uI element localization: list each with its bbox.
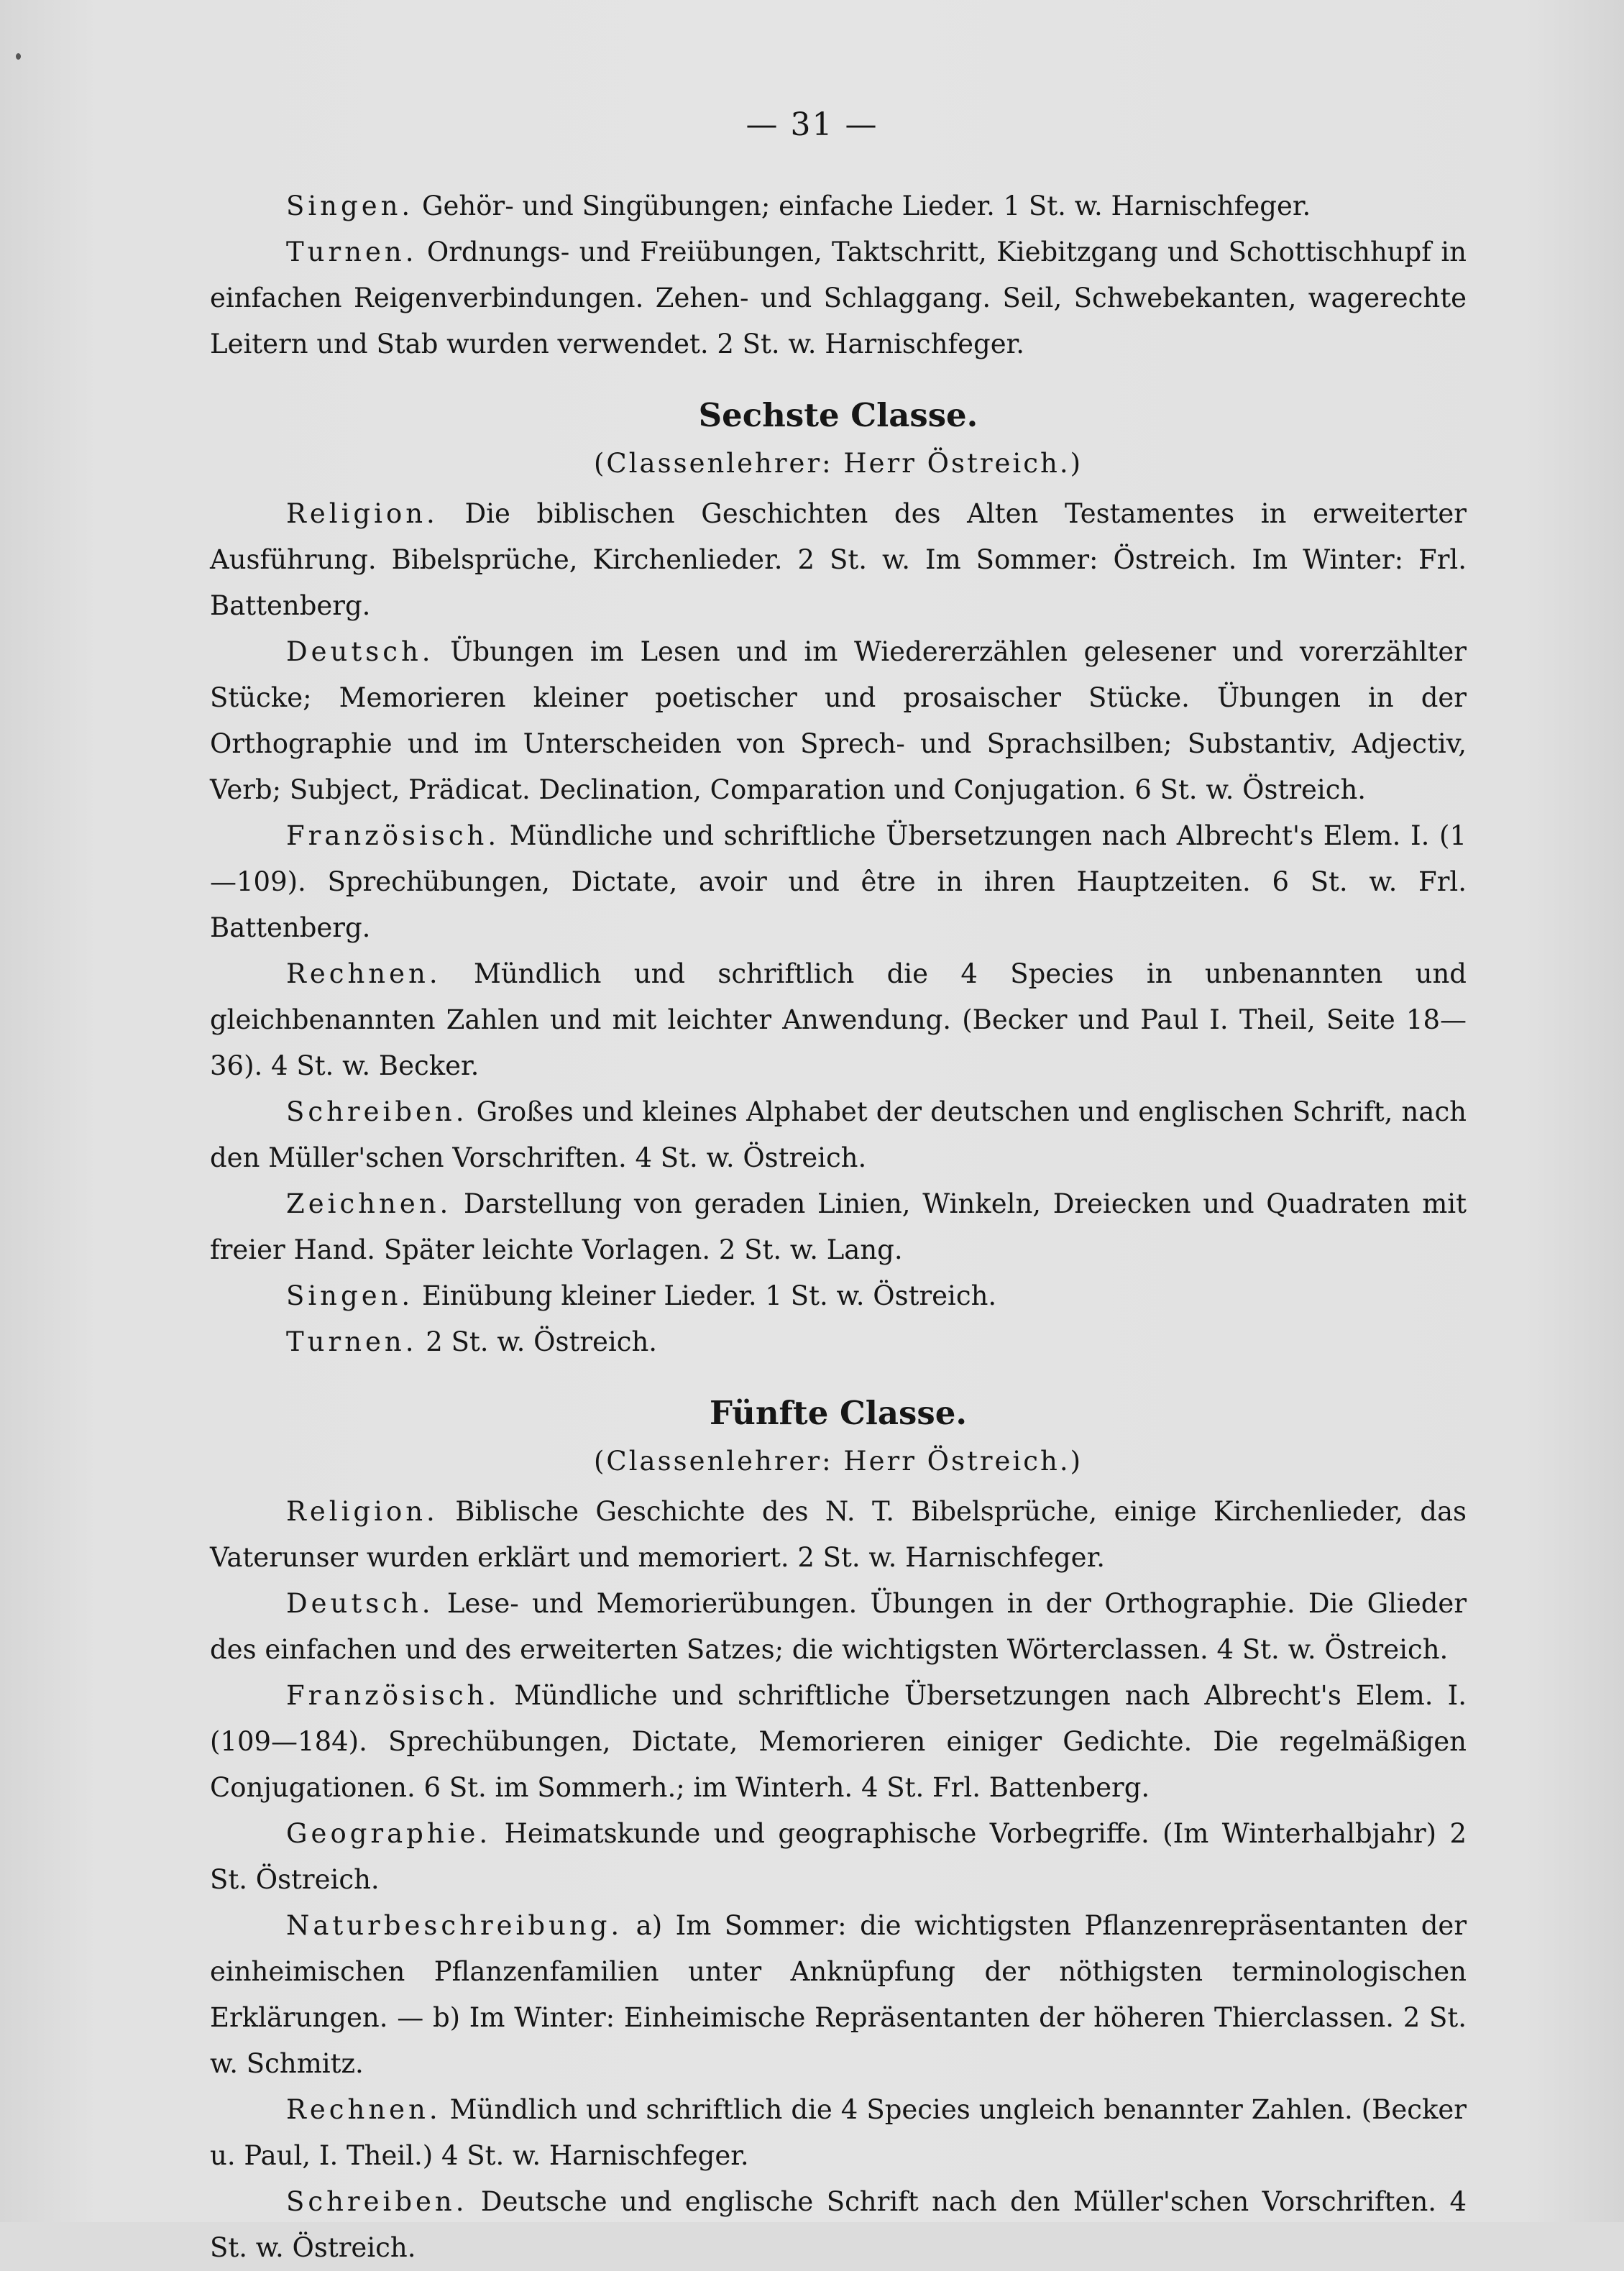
paragraph-schreiben [210, 1089, 1467, 1181]
subject-label: Schreiben. [286, 1096, 468, 1127]
paragraph-text: Die biblischen Geschichten des Alten Testamentes in erweiterter Ausführung. Bibelsprüche, Kirchenlieder. 2 St. w. Im Sommer: Östreich. Im Winter: Frl. Battenberg. [210, 498, 1467, 621]
subject-label: Religion. [286, 1496, 439, 1527]
subject-label: Rechnen. [286, 2094, 441, 2125]
paragraph-rechnen [210, 2087, 1467, 2179]
paragraph-text: Biblische Geschichte des N. T. Bibelsprüche, einige Kirchenlieder, das Vaterunser wurden erklärt und memoriert. 2 St. w. Harnischfeger. [210, 1496, 1467, 1573]
subject-label: Rechnen. [286, 958, 441, 989]
paragraph-franzoesisch [210, 1673, 1467, 1811]
subject-label: Turnen. [286, 237, 418, 267]
paragraph-rechnen [210, 951, 1467, 1089]
paragraph-text: Übungen im Lesen und im Wiedererzählen gelesener und vorerzählter Stücke; Memorieren kleiner poetischer und prosaischer Stücke. Übungen in der Orthographie und im Unterscheiden von Sprech- und Sprachsilben; Substantiv, Adjectiv, Verb; Subject, Prädicat. Declination, Comparation und Conjugation. 6 St. w. Östreich. [210, 636, 1467, 805]
paragraph-zeichnen [210, 1181, 1467, 1273]
paragraph-singen [210, 1273, 1467, 1319]
paragraph-singen-intro [210, 183, 1467, 229]
subject-label: Französisch. [286, 1680, 500, 1711]
subject-label: Französisch. [286, 820, 500, 851]
class-teacher-fuenfte: (Classenlehrer: Herr Östreich.) [593, 1446, 1083, 1477]
class-teacher-sechste: (Classenlehrer: Herr Östreich.) [593, 448, 1083, 479]
subject-label: Deutsch. [286, 1588, 434, 1619]
paragraph-text: 2 St. w. Östreich. [426, 1326, 658, 1357]
section-title-fuenfte: Fünfte Classe. [709, 1394, 968, 1432]
document-body [210, 183, 1467, 2271]
subject-label: Singen. [286, 191, 414, 221]
subject-label: Geographie. [286, 1818, 492, 1849]
paragraph-text: Mündliche und schriftliche Übersetzungen nach Albrecht's Elem. I. (109—184). Sprechübungen, Dictate, Memorieren einiger Gedichte. Die regelmäßigen Conjugationen. 6 St. im Sommerh.; im Winterh. 4 St. Frl. Battenberg. [210, 1680, 1467, 1803]
subject-label: Zeichnen. [286, 1188, 452, 1219]
paragraph-religion [210, 491, 1467, 629]
paragraph-text: Mündlich und schriftlich die 4 Species in unbenannten und gleichbenannten Zahlen und mit leichter Anwendung. (Becker und Paul I. Theil, Seite 18—36). 4 St. w. Becker. [210, 958, 1467, 1081]
paragraph-schreiben [210, 2179, 1467, 2271]
paragraph-text: Mündliche und schriftliche Übersetzungen nach Albrecht's Elem. I. (1—109). Sprechübungen, Dictate, avoir und être in ihren Hauptzeiten. 6 St. w. Frl. Battenberg. [210, 820, 1467, 943]
paragraph-franzoesisch [210, 813, 1467, 951]
paragraph-religion [210, 1489, 1467, 1581]
paragraph-text: Mündlich und schriftlich die 4 Species ungleich benannter Zahlen. (Becker u. Paul, I. Theil.) 4 St. w. Harnischfeger. [210, 2094, 1467, 2171]
paragraph-turnen-intro [210, 229, 1467, 367]
paragraph-text: a) Im Sommer: die wichtigsten Pflanzenrepräsentanten der einheimischen Pflanzenfamilien unter Anknüpfung der nöthigsten terminologischen Erklärungen. — b) Im Winter: Einheimische Repräsentanten der höheren Thierclassen. 2 St. w. Schmitz. [210, 1910, 1467, 2079]
section-title-sechste: Sechste Classe. [698, 396, 978, 434]
paragraph-text: Großes und kleines Alphabet der deutschen und englischen Schrift, nach den Müller'schen Vorschriften. 4 St. w. Östreich. [210, 1096, 1467, 1173]
paragraph-geographie [210, 1811, 1467, 1903]
subject-label: Deutsch. [286, 636, 434, 667]
paragraph-text: Ordnungs- und Freiübungen, Taktschritt, Kiebitzgang und Schottischhupf in einfachen Reigenverbindungen. Zehen- und Schlaggang. Seil, Schwebekanten, wagerechte Leitern und Stab wurden verwendet. 2 St. w. Harnischfeger. [210, 237, 1467, 359]
subject-label: Turnen. [286, 1326, 418, 1357]
subject-label: Schreiben. [286, 2186, 468, 2217]
paragraph-deutsch [210, 1581, 1467, 1673]
paragraph-text: Lese- und Memorierübungen. Übungen in der Orthographie. Die Glieder des einfachen und des erweiterten Satzes; die wichtigsten Wörterclassen. 4 St. w. Östreich. [210, 1588, 1467, 1665]
paragraph-text: Gehör- und Singübungen; einfache Lieder. 1 St. w. Harnischfeger. [421, 191, 1311, 221]
paragraph-text: Heimatskunde und geographische Vorbegriffe. (Im Winterhalbjahr) 2 St. Östreich. [210, 1818, 1467, 1895]
paragraph-deutsch [210, 629, 1467, 813]
paragraph-turnen [210, 1319, 1467, 1365]
scan-speck [16, 53, 21, 60]
paragraph-text: Einübung kleiner Lieder. 1 St. w. Östreich. [421, 1280, 997, 1311]
subject-label: Naturbeschreibung. [286, 1910, 623, 1941]
paragraph-naturbeschreibung [210, 1903, 1467, 2087]
paragraph-text: Deutsche und englische Schrift nach den Müller'schen Vorschriften. 4 St. w. Östreich. [210, 2186, 1467, 2263]
subject-label: Religion. [286, 498, 439, 529]
paragraph-text: Darstellung von geraden Linien, Winkeln, Dreiecken und Quadraten mit freier Hand. Später leichte Vorlagen. 2 St. w. Lang. [210, 1188, 1467, 1265]
page-number: — 31 — [746, 106, 878, 143]
subject-label: Singen. [286, 1280, 414, 1311]
